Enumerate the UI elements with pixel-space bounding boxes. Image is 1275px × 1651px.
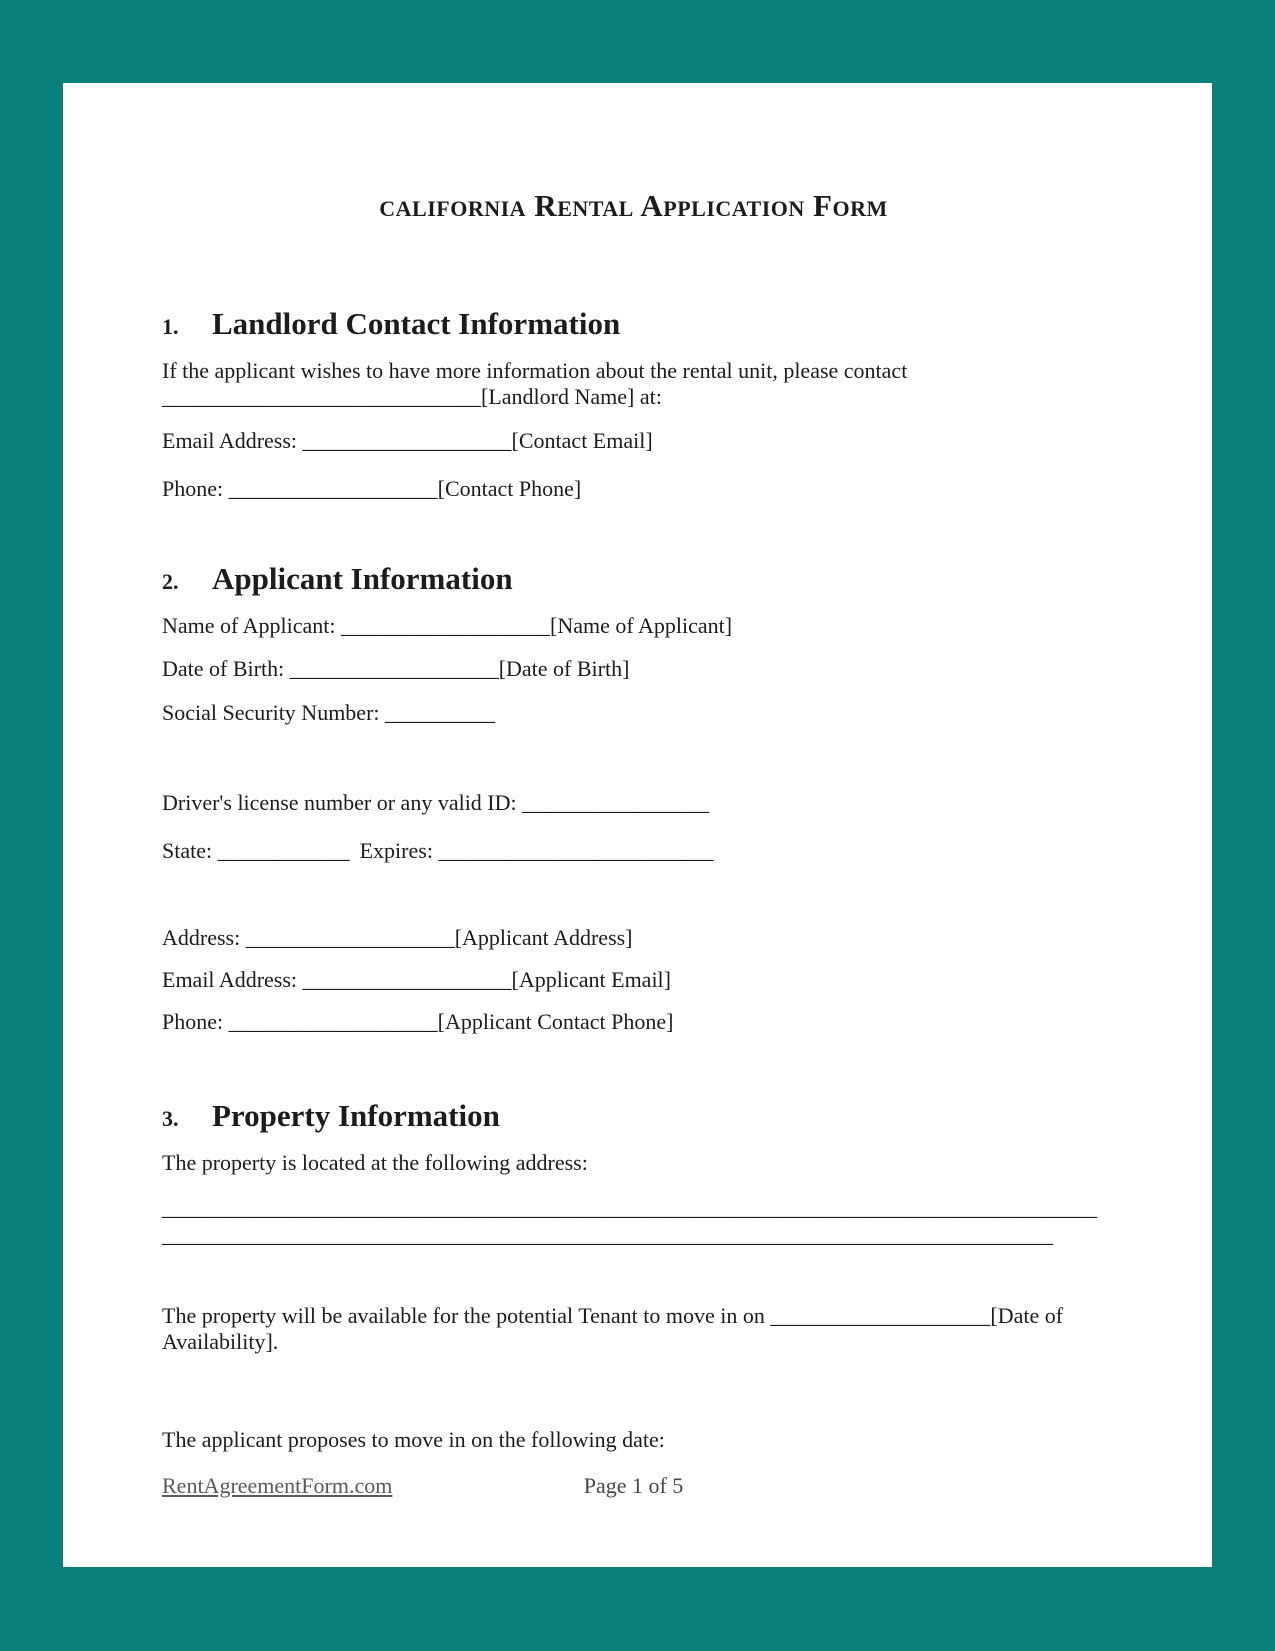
field-placeholder: [Date of Birth] bbox=[498, 656, 630, 681]
document-page bbox=[63, 83, 1212, 1567]
field-label: Social Security Number: bbox=[162, 700, 386, 725]
applicant-dob-row bbox=[162, 656, 1105, 682]
field-blank: ___________________ bbox=[302, 967, 512, 992]
field-blank: ___________________ bbox=[245, 925, 455, 950]
field-label: Address: bbox=[162, 925, 246, 950]
property-address-blank-line-1: _____________________________________________________________________________________ bbox=[162, 1195, 1097, 1220]
field-label: Email Address: bbox=[162, 428, 303, 453]
property-availability-paragraph bbox=[162, 1303, 1105, 1355]
field-label: Phone: bbox=[162, 1009, 229, 1034]
section-heading-applicant-info bbox=[162, 561, 1105, 600]
field-blank: ___________________ bbox=[228, 1009, 438, 1034]
field-placeholder: [Applicant Contact Phone] bbox=[437, 1009, 674, 1034]
field-placeholder: [Contact Email] bbox=[511, 428, 653, 453]
applicant-phone-row bbox=[162, 1009, 1105, 1035]
field-placeholder: [Applicant Email] bbox=[511, 967, 671, 992]
field-label: Date of Birth: bbox=[162, 656, 290, 681]
page-number-label: Page 1 of 5 bbox=[583, 1473, 684, 1498]
field-blank: ___________________ bbox=[302, 428, 512, 453]
applicant-state-expires-row bbox=[162, 838, 1105, 864]
field-placeholder: [Name of Applicant] bbox=[550, 613, 733, 638]
field-placeholder: [Applicant Address] bbox=[454, 925, 633, 950]
field-label: Phone: bbox=[162, 476, 229, 501]
document-content bbox=[162, 83, 1105, 1567]
document-title: california Rental Application Form bbox=[379, 188, 888, 223]
field-blank: __________ bbox=[385, 700, 496, 725]
page-footer bbox=[162, 1473, 1105, 1499]
field-blank: ___________________ bbox=[228, 476, 438, 501]
applicant-address-row bbox=[162, 925, 1105, 951]
section-heading-text: Property Information bbox=[212, 1098, 500, 1133]
intro-text: If the applicant wishes to have more information about the rental unit, please contact bbox=[162, 358, 908, 383]
site-link[interactable]: RentAgreementForm.com bbox=[162, 1473, 393, 1498]
section-heading-property-info bbox=[162, 1098, 1105, 1137]
move-in-proposal-text: The applicant proposes to move in on the following date: bbox=[162, 1427, 665, 1452]
landlord-email-row bbox=[162, 428, 1105, 454]
applicant-name-row bbox=[162, 613, 1105, 639]
section-heading-text: Landlord Contact Information bbox=[212, 306, 621, 341]
applicant-email-row bbox=[162, 967, 1105, 993]
section-heading-text: Applicant Information bbox=[212, 561, 513, 596]
section-number: 3. bbox=[162, 1106, 179, 1131]
property-address-blank-line-2: _________________________________________________________________________________ bbox=[162, 1222, 1053, 1247]
property-located-text: The property is located at the following address: bbox=[162, 1150, 588, 1175]
availability-placeholder: [Date of Availability]. bbox=[162, 1303, 1064, 1354]
field-label: Driver's license number or any valid ID: bbox=[162, 790, 523, 815]
field-label: State: bbox=[162, 838, 218, 863]
field-blank: ___________________ bbox=[289, 656, 499, 681]
availability-blank: ____________________ bbox=[770, 1303, 991, 1328]
landlord-name-blank: _____________________________ bbox=[162, 384, 481, 409]
field-label: Name of Applicant: bbox=[162, 613, 342, 638]
landlord-phone-row bbox=[162, 476, 1105, 502]
field-blank: _________________ bbox=[522, 790, 710, 815]
section-heading-landlord-contact bbox=[162, 306, 1105, 345]
availability-text: The property will be available for the potential Tenant to move in on bbox=[162, 1303, 771, 1328]
landlord-name-placeholder: [Landlord Name] at: bbox=[481, 384, 662, 409]
field-label: Expires: bbox=[359, 838, 439, 863]
field-blank: ____________ bbox=[217, 838, 350, 863]
section-number: 1. bbox=[162, 314, 179, 339]
field-blank: ___________________ bbox=[341, 613, 551, 638]
field-label: Email Address: bbox=[162, 967, 303, 992]
field-placeholder: [Contact Phone] bbox=[437, 476, 582, 501]
section-number: 2. bbox=[162, 569, 179, 594]
field-blank: _________________________ bbox=[438, 838, 714, 863]
landlord-intro-paragraph bbox=[162, 358, 1105, 410]
applicant-ssn-row bbox=[162, 700, 1105, 726]
applicant-license-row bbox=[162, 790, 1105, 816]
